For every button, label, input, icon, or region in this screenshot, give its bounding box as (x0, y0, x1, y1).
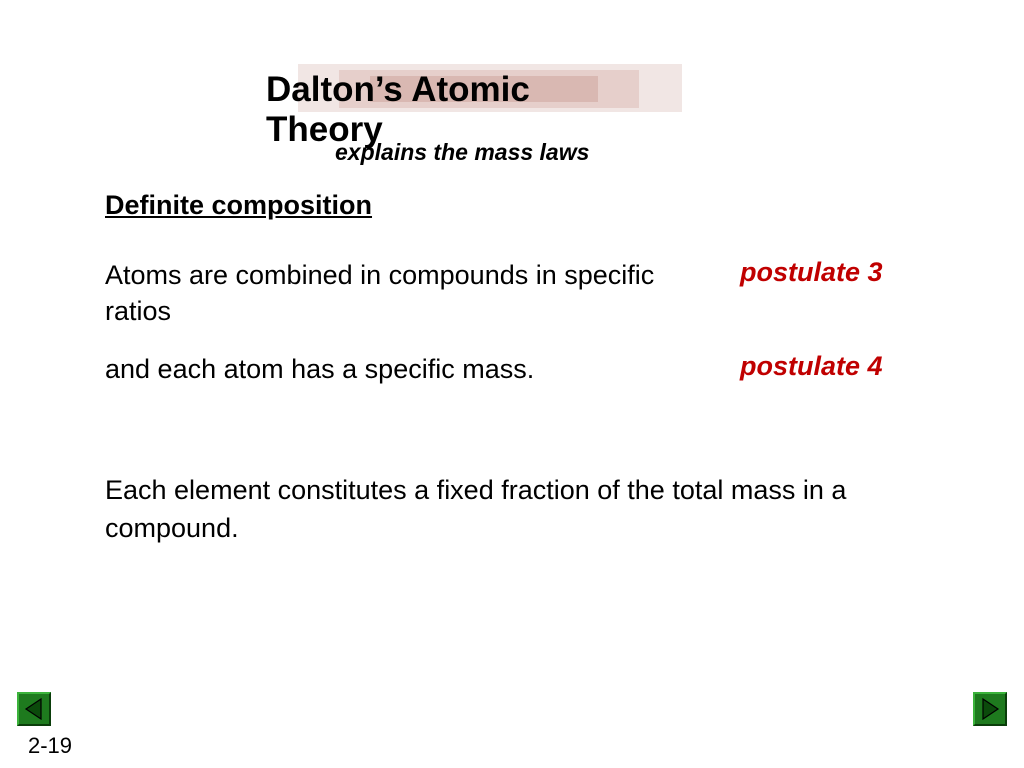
body-paragraph-fraction: Each element constitutes a fixed fraction of the total mass in a compound. (105, 475, 847, 543)
section-heading: Definite composition (105, 190, 373, 220)
page-number: 2-19 (28, 733, 73, 758)
body-paragraph-ratios: Atoms are combined in compounds in specific ratios (105, 260, 655, 326)
triangle-right-icon (975, 694, 1005, 724)
next-slide-button[interactable] (973, 692, 1007, 726)
postulate-label-4: postulate 4 (740, 351, 883, 381)
postulate-label-3: postulate 3 (740, 257, 883, 287)
body-paragraph-mass: and each atom has a specific mass. (105, 354, 535, 384)
slide-title: Dalton’s Atomic Theory (266, 70, 540, 149)
previous-slide-button[interactable] (17, 692, 51, 726)
slide-subtitle: explains the mass laws (335, 139, 590, 165)
triangle-left-icon (19, 694, 49, 724)
